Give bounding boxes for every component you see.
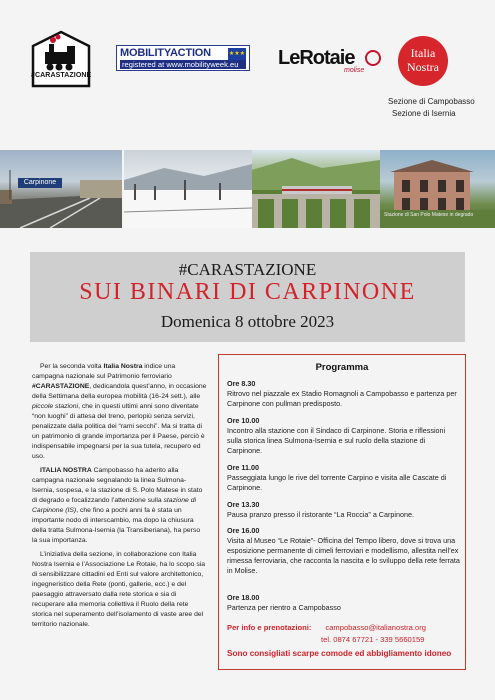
title-hashtag: #CARASTAZIONE <box>178 260 317 279</box>
carastazione-logo <box>31 30 91 88</box>
programme-text: Passeggiata lungo le rive del torrente Carpino e visita alle Cascate di Carpinone. <box>227 473 447 492</box>
info-label: Per info e prenotazioni: <box>227 623 312 632</box>
section-campobasso: Sezione di Campobasso <box>388 97 475 106</box>
programme-item <box>227 593 461 613</box>
mobility-subtitle: registered at www.mobilityweek.eu <box>120 60 246 69</box>
programme-title: Programma <box>315 362 369 373</box>
station-platform-illustration <box>0 150 122 228</box>
photo-viaduct-train <box>252 150 380 228</box>
photo-old-station <box>380 150 495 228</box>
programme-text: Pausa pranzo presso il ristorante “La Roccia” a Carpinone. <box>227 510 414 519</box>
wheel-icon <box>365 50 381 66</box>
mobility-title: MOBILITYACTION <box>120 47 211 59</box>
italia-nostra-logo <box>398 36 448 86</box>
intro-paragraph-2: ITALIA NOSTRA Campobasso ha aderito alla campagna nazionale segnalando la linea Sulmona-Isernia, sospesa, e la stazione di S. Polo Matese in stato di degrado e focalizzando l’attenzione sulla stazione di Carpinone (IS), che fino a pochi anni fa è stata un importante nodo di interscambio, ma dopo la chiusura della tratta Sulmona-Isernia (la Transiberiana), ha perso la sua importanza. <box>32 467 203 544</box>
italia-nostra-line1: Italia <box>410 46 436 60</box>
clothing-note: Sono consigliati scarpe comode ed abbigliamento idoneo <box>227 649 452 658</box>
mobility-action-logo <box>116 45 250 71</box>
intro-paragraph-1: Per la seconda volta Italia Nostra indice una campagna nazionale sul Patrimonio ferroviario #CARASTAZIONE, dedicandola quest’anno, in occasione della Settimana della europea mobilità (16-24 sett.), alle piccole stazioni, che in questi ultimi anni sono diventate “non luoghi” di attesa del treno, perlopiù senza servizi, penalizzate dalla politica dei “rami secchi”. Ma si tratta di un patrimonio di grande importanza per il Paese, perciò è indispensabile impegnarsi per la sua tutela, recupero ed uso. <box>32 363 207 460</box>
lerotaie-logo <box>278 47 382 75</box>
photo-caption: Stazione di San Polo Matese in degrado <box>384 212 474 218</box>
programme-item <box>227 416 461 456</box>
programme-time: Ore 8.30 <box>227 379 256 388</box>
programme-time: Ore 16.00 <box>227 526 260 535</box>
programme-text: Incontro alla stazione con il Sindaco di Carpinone. Storia e riflessioni sulla storica linea Sulmona-Isernia e sul ruolo della stazione di Carpinone. <box>227 426 446 455</box>
train-pentagon-icon <box>31 30 91 88</box>
info-phone: tel. 0874 67721 - 339 5660159 <box>321 635 425 644</box>
italia-nostra-line2: Nostra <box>407 60 439 74</box>
programme-text: Ritrovo nel piazzale ex Stadio Romagnoli a Campobasso e partenza per Carpinone con pullman predisposto. <box>227 389 457 408</box>
programme-item <box>227 500 461 520</box>
snow-landscape-illustration <box>124 150 252 228</box>
programme-text: Visita al Museo “Le Rotaie”- Officina del Tempo libero, dove si trova una esposizione permanente di cimeli ferroviari e modellismo, allestita nell’ex rimessa ferroviaria, che racconta la nascita e lo sviluppo della rete ferrata in Molise. <box>227 536 460 575</box>
info-line <box>227 623 426 632</box>
programme-time: Ore 13.30 <box>227 500 260 509</box>
viaduct-illustration <box>252 150 380 228</box>
intro-text <box>32 362 207 632</box>
lerotaie-name: LeRotaie <box>278 47 355 69</box>
programme-item <box>227 379 461 409</box>
programme-time: Ore 18.00 <box>227 593 260 602</box>
section-isernia: Sezione di Isernia <box>392 109 456 118</box>
programme-item <box>227 463 461 493</box>
photo-strip <box>0 150 495 228</box>
logo-row <box>0 0 495 130</box>
station-sign: Carpinone <box>18 178 62 188</box>
intro-paragraph-3: L’iniziativa della sezione, in collaborazione con Italia Nostra Isernia e l’Associazione Le Rotaie, ha lo scopo sia di sensibilizzare cittadini ed Enti sul valore architettonico, ingegneristico della Rete (ponti, gallerie, ecc.) e del paesaggio attraversato dalla rete storica e sia di recuperare alla memoria collettiva il Ruolo della rete storica nel superamento dell’isolamento di vaste aree del territorio nazionale. <box>32 551 206 628</box>
photo-snowy-line <box>124 150 252 228</box>
carastazione-caption: #CARASTAZIONE <box>31 72 92 79</box>
programme-item <box>227 526 461 576</box>
programme-box <box>218 354 466 670</box>
title-main: SUI BINARI DI CARPINONE <box>79 279 416 305</box>
programme-text: Partenza per rientro a Campobasso <box>227 603 341 612</box>
title-box <box>30 252 465 342</box>
photo-carpinone-station <box>0 150 122 228</box>
eu-flag-icon: ★★★ <box>228 48 246 60</box>
info-email-link[interactable]: campobasso@italianostra.org <box>325 623 426 632</box>
lerotaie-sub: molise <box>344 67 365 74</box>
title-date: Domenica 8 ottobre 2023 <box>160 312 335 331</box>
programme-time: Ore 10.00 <box>227 416 260 425</box>
programme-time: Ore 11.00 <box>227 463 259 472</box>
